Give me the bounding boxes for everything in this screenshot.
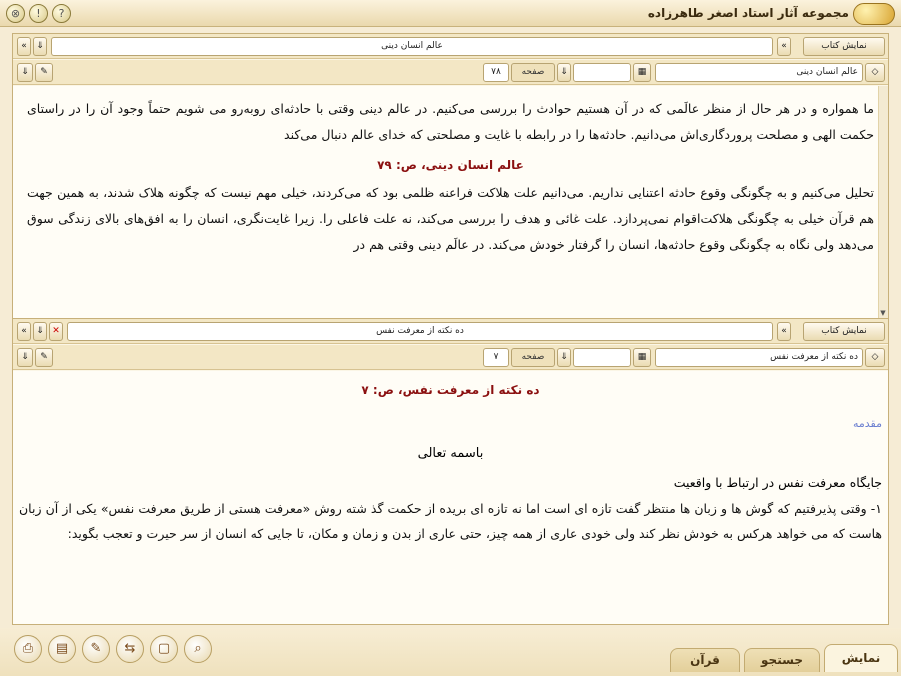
bookmark-nav-icon[interactable]: ⇆ bbox=[116, 635, 144, 663]
text-paragraph: تحلیل می‌کنیم و به چگونگی وقوع حادثه اعتنایی نداریم. می‌دانیم علت هلاکت فراعنه ظلمی بود که می‌کردند، خیلی مهم نیست که چگونه هلاک شدند، به همین جهت هم قرآن خیلی به چگونگی هلاکت‌اقوام نمی‌پردازد. علت غائی و هدف را بررسی می‌کند، نه علت فاعلی را. زیرا غایت‌نگری، انسان را به افق‌های بالای زندگی سوق می‌دهد ولی نگاه به چگونگی وقوع حادثه‌ها، انسان را گرفتار خودش می‌کند. در عالَم دینی وقتی هم در bbox=[27, 185, 874, 252]
tag-icon[interactable]: ◇ bbox=[865, 63, 885, 82]
tab-search[interactable]: جستجو bbox=[744, 648, 820, 672]
pane-bottom-nav-row bbox=[13, 345, 888, 370]
tab-quran[interactable]: قرآن bbox=[670, 648, 740, 672]
arrow-down-icon[interactable]: ⇓ bbox=[33, 37, 47, 56]
pane-bottom-title-row bbox=[13, 319, 888, 344]
close-icon[interactable]: ⊗ bbox=[6, 4, 25, 23]
collapse-icon[interactable]: « bbox=[777, 37, 791, 56]
show-book-button[interactable]: نمایش کتاب bbox=[803, 322, 885, 341]
bookmark-icon[interactable]: ▦ bbox=[633, 63, 651, 82]
scrollbar[interactable] bbox=[878, 86, 888, 318]
help-icon[interactable]: ? bbox=[52, 4, 71, 23]
reader-pane-top bbox=[12, 33, 889, 319]
print-icon[interactable]: ⎙ bbox=[14, 635, 42, 663]
books-icon[interactable]: ▤ bbox=[48, 635, 76, 663]
bookmark-icon[interactable]: ▦ bbox=[633, 348, 651, 367]
page-label: صفحه bbox=[511, 63, 555, 82]
section-link[interactable]: مقدمه bbox=[852, 417, 882, 430]
tab-show[interactable]: نمایش bbox=[824, 644, 898, 672]
tag-icon[interactable]: ◇ bbox=[865, 348, 885, 367]
book-title-field: عالم انسان دینی bbox=[51, 37, 773, 56]
book-title-field: ده نکته از معرفت نفس bbox=[67, 322, 773, 341]
page-heading: ده نکته از معرفت نفس، ص: ۷ bbox=[361, 383, 540, 397]
book-select[interactable]: ده نکته از معرفت نفس bbox=[655, 348, 863, 367]
expand-icon[interactable]: « bbox=[17, 37, 31, 56]
page-number-input[interactable]: ۷ bbox=[483, 348, 509, 367]
scroll-down-icon[interactable]: ▼ bbox=[880, 309, 886, 317]
search-field[interactable] bbox=[573, 63, 631, 82]
dropdown-icon[interactable]: ⇓ bbox=[557, 348, 571, 367]
reader-pane-bottom bbox=[12, 318, 889, 625]
note-icon[interactable]: ✎ bbox=[82, 635, 110, 663]
arrow-down-icon[interactable]: ⇓ bbox=[17, 63, 33, 82]
section-subtitle: جایگاه معرفت نفس در ارتباط با واقعیت bbox=[673, 475, 882, 490]
text-paragraph: ۱- وقتی پذیرفتیم که گوش ها و زبان ها منتظر گفت تازه ای است اما نه تازه ای بریده از حکمت گذ شته روش «معرفت هستی از طریق معرفت نفس» یکی از آن زبان هاست که می خواهد هرکس به خودش نظر کند ولی خودی عاری از همه چیز، حتی عاری از بدن و زمان و مکان، تا جایی که انسان از سر حیرت و تعجب بگوید: bbox=[19, 501, 882, 541]
arrow-down-icon[interactable]: ⇓ bbox=[33, 322, 47, 341]
settings-wrench-icon[interactable]: ✎ bbox=[35, 63, 53, 82]
arrow-down-icon[interactable]: ⇓ bbox=[17, 348, 33, 367]
book-select[interactable]: عالم انسان دینی bbox=[655, 63, 863, 82]
page-icon[interactable]: ▢ bbox=[150, 635, 178, 663]
settings-wrench-icon[interactable]: ✎ bbox=[35, 348, 53, 367]
collapse-icon[interactable]: « bbox=[777, 322, 791, 341]
page-heading: عالم انسان دینی، ص: ۷۹ bbox=[377, 158, 524, 172]
pane-bottom-content bbox=[13, 371, 888, 624]
search-field[interactable] bbox=[573, 348, 631, 367]
show-book-button[interactable]: نمایش کتاب bbox=[803, 37, 885, 56]
close-pane-icon[interactable]: ✕ bbox=[49, 322, 63, 341]
bottom-toolbar bbox=[0, 628, 901, 676]
dropdown-icon[interactable]: ⇓ bbox=[557, 63, 571, 82]
page-label: صفحه bbox=[511, 348, 555, 367]
info-icon[interactable]: ! bbox=[29, 4, 48, 23]
pane-top-title-row bbox=[13, 34, 888, 59]
title-bar bbox=[0, 0, 901, 27]
expand-icon[interactable]: « bbox=[17, 322, 31, 341]
pane-top-content bbox=[13, 86, 888, 318]
text-paragraph: ما همواره و در هر حال از منظر عالَمی که در آن هستیم حوادث را بررسی می‌کنیم. در عالم دینی وقتی با حادثه‌ای روبه‌رو می شویم حتماً وجود آن را در راستای حکمت الهی و مصلحت پروردگاری‌اش می‌دانیم. حادثه‌ها را در رابطه با غایت و مصلحتی که خدای عالم دنبال می‌کند bbox=[27, 101, 874, 142]
invocation-text: باسمه تعالی bbox=[417, 446, 484, 461]
page-number-input[interactable]: ۷۸ bbox=[483, 63, 509, 82]
pane-top-nav-row bbox=[13, 60, 888, 85]
app-logo-icon bbox=[853, 3, 895, 25]
app-title: مجموعه آثار استاد اصغر طاهرزاده bbox=[647, 6, 849, 20]
search-icon[interactable]: ⌕ bbox=[184, 635, 212, 663]
